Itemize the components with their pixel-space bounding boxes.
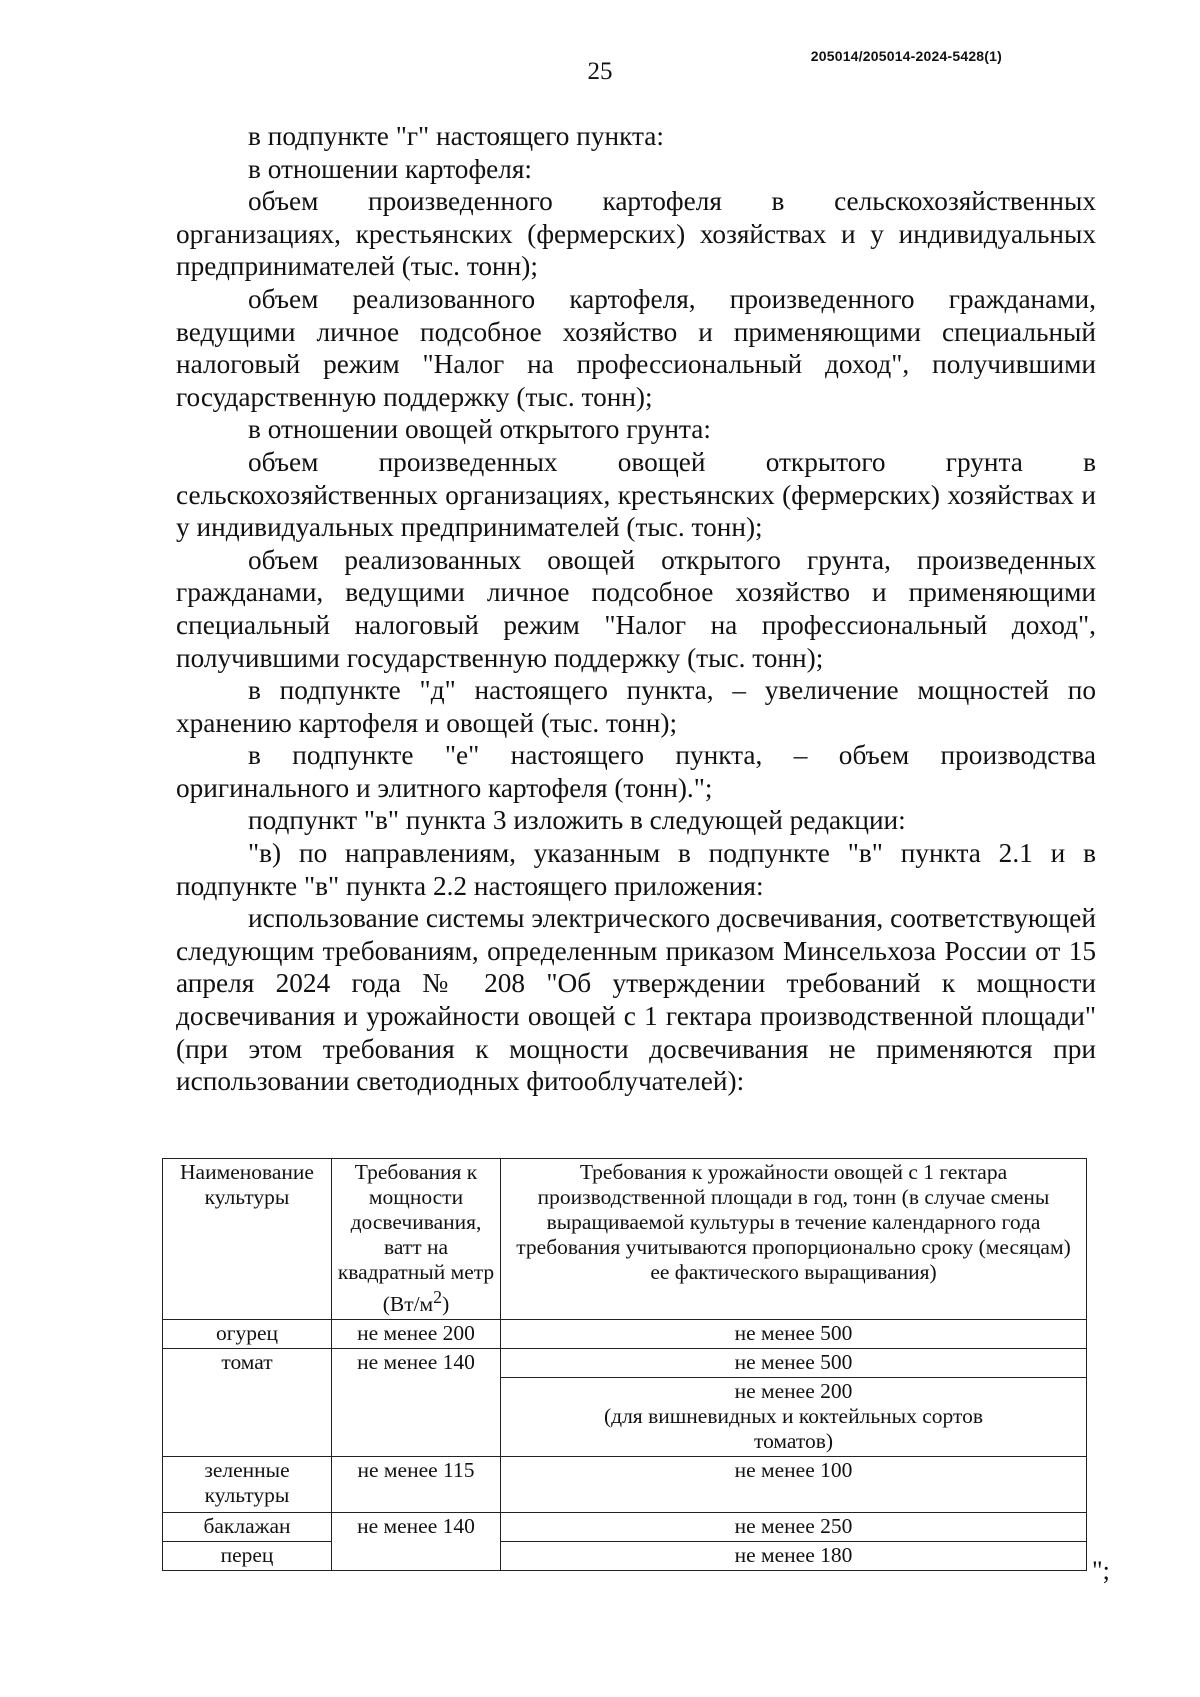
cell-crop-pepper: перец [163, 1542, 332, 1571]
table-row [163, 1349, 1087, 1378]
page-number: 25 [587, 58, 613, 85]
cell-yield-tomato-2-note: (для вишневидных и коктейльных сортов томатов) [603, 1404, 983, 1454]
cell-crop-cucumber: огурец [163, 1320, 332, 1349]
table-row [163, 1457, 1087, 1513]
closing-quote-mark: "; [1092, 1556, 1110, 1585]
cell-yield-tomato-2-value: не менее 200 [734, 1379, 853, 1404]
header-lighting-power-sup: 2 [433, 1287, 443, 1307]
paragraph-5: в отношении овощей открытого грунта: [248, 414, 711, 445]
header-crop-name: Наименование культуры [163, 1159, 332, 1320]
cell-yield-tomato-1: не менее 500 [501, 1349, 1087, 1378]
requirements-table [162, 1158, 1087, 1571]
header-lighting-power-end: ) [442, 1292, 450, 1317]
cell-power-cucumber: не менее 200 [332, 1320, 501, 1349]
table-header-row [163, 1159, 1087, 1320]
paragraph-3: объем произведенного картофеля в сельскохозяйственных организациях, крестьянских (фермерских) хозяйствах и у индивидуальных предпринимателей (тыс. тонн); [176, 186, 1096, 282]
cell-power-eggplant-pepper: не менее 140 [332, 1513, 501, 1571]
paragraph-9: в подпункте "е" настоящего пункта, – объем производства оригинального и элитного картофеля (тонн)."; [176, 740, 1096, 803]
paragraph-11: "в) по направлениям, указанным в подпункте "в" пункта 2.1 и в подпункте "в" пункта 2.2 настоящего приложения: [176, 838, 1096, 901]
cell-yield-greens: не менее 100 [501, 1457, 1087, 1513]
cell-yield-eggplant: не менее 250 [501, 1513, 1087, 1542]
document-code: 205014/205014-2024-5428(1) [810, 48, 1002, 64]
cell-power-greens: не менее 115 [332, 1457, 501, 1513]
table-row [163, 1513, 1087, 1542]
header-yield: Требования к урожайности овощей с 1 гектара производственной площади в год, тонн (в случае смены выращиваемой культуры в течение календарного года требования учитываются пропорционально сроку (месяцам) ее фактического выращивания) [501, 1159, 1087, 1320]
cell-yield-cucumber: не менее 500 [501, 1320, 1087, 1349]
paragraph-1: в подпункте "г" настоящего пункта: [248, 121, 664, 151]
header-lighting-power-text: Требования к мощности досвечивания, ватт на квадратный метр (Вт/м [337, 1160, 495, 1317]
body-text [176, 120, 1096, 1098]
cell-crop-tomato: томат [163, 1349, 332, 1457]
header-lighting-power [332, 1159, 501, 1320]
cell-power-tomato: не менее 140 [332, 1349, 501, 1457]
paragraph-2: в отношении картофеля: [248, 153, 533, 184]
cell-yield-tomato-2 [501, 1378, 1087, 1457]
table-row [163, 1320, 1087, 1349]
table-row [163, 1542, 1087, 1571]
paragraph-10: подпункт "в" пункта 3 изложить в следующей редакции: [248, 805, 906, 836]
paragraph-12: использование системы электрического досвечивания, соответствующей следующим требованиям, определенным приказом Минсельхоза России от 15 апреля 2024 года № 208 "Об утверждении требований к мощности досвечивания и урожайности овощей с 1 гектара производственной площади" (при этом требования к мощности досвечивания не применяются при использовании светодиодных фитооблучателей): [176, 903, 1096, 1097]
paragraph-8: в подпункте "д" настоящего пункта, – увеличение мощностей по хранению картофеля и овощей (тыс. тонн); [176, 675, 1096, 738]
cell-yield-pepper: не менее 180 [501, 1542, 1087, 1571]
paragraph-6: объем произведенных овощей открытого грунта в сельскохозяйственных организациях, крестьянских (фермерских) хозяйствах и у индивидуальных предпринимателей (тыс. тонн); [176, 446, 1096, 543]
cell-crop-greens: зеленные культуры [163, 1457, 332, 1513]
paragraph-7: объем реализованных овощей открытого грунта, произведенных гражданами, ведущими личное подсобное хозяйство и применяющими специальный налоговый режим "Налог на профессиональный доход", получившими государственную поддержку (тыс. тонн); [176, 544, 1096, 673]
cell-crop-eggplant: баклажан [163, 1513, 332, 1542]
paragraph-4: объем реализованного картофеля, произведенного гражданами, ведущими личное подсобное хозяйство и применяющими специальный налоговый режим "Налог на профессиональный доход", получившими государственную поддержку (тыс. тонн); [176, 283, 1096, 412]
